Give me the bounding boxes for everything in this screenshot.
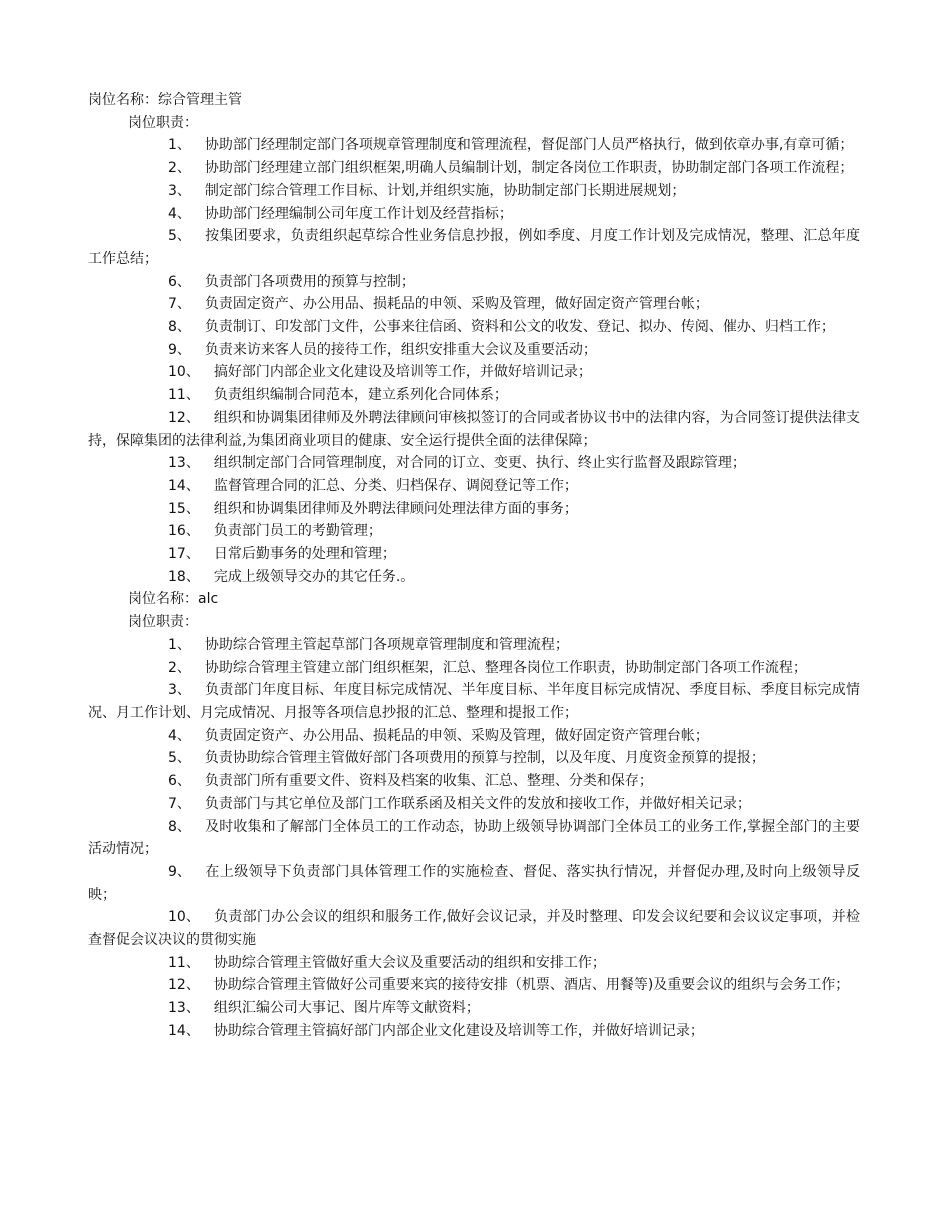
job-title-2: 岗位名称：alc [128,591,219,608]
duty-item [88,384,860,407]
duty-item [88,725,860,748]
duty-number: 10、 [168,364,200,381]
duties-label-2: 岗位职责： [128,614,198,631]
duty-item [88,974,860,997]
duty-text: 搞好部门内部企业文化建设及培训等工作，并做好培训记录； [213,364,592,381]
duty-text: 协助综合管理主管起草部门各项规章管理制度和管理流程； [204,636,569,653]
duty-number: 17、 [168,546,200,563]
duty-item [88,816,860,861]
duty-text: 负责部门办公会议的组织和服务工作,做好会议记录，并及时整理、印发会议纪要和会议议定事项，并检查督促会议决议的贯彻实施 [88,909,860,949]
duties-label-1: 岗位职责： [128,114,198,131]
duty-number: 3、 [168,682,191,699]
duty-item [88,452,860,475]
duty-number: 3、 [168,182,191,199]
duty-item [88,339,860,362]
duty-number: 7、 [168,795,191,812]
duty-item [88,225,860,270]
duty-text: 负责部门与其它单位及部门工作联系函及相关文件的发放和接收工作，并做好相关记录； [204,795,751,812]
duty-item [88,543,860,566]
duty-number: 6、 [168,773,191,790]
duty-number: 7、 [168,296,191,313]
duty-number: 4、 [168,205,191,222]
duty-item [88,361,860,384]
duty-item [88,906,860,951]
duty-item [88,157,860,180]
duty-text: 组织和协调集团律师及外聘法律顾问审核拟签订的合同或者协议书中的法律内容，为合同签订提供法律支持，保障集团的法律利益,为集团商业项目的健康、安全运行提供全面的法律保障； [88,409,860,449]
duty-item [88,634,860,657]
duty-number: 9、 [168,341,191,358]
duty-number: 8、 [168,818,191,835]
duty-number: 13、 [168,455,200,472]
duty-item [88,1020,860,1043]
duty-text: 及时收集和了解部门全体员工的工作动态，协助上级领导协调部门全体员工的业务工作,掌握全部门的主要活动情况； [88,818,860,858]
job-title-1: 岗位名称：综合管理主管 [88,92,242,108]
duty-number: 14、 [168,1022,200,1039]
duty-text: 组织制定部门合同管理制度，对合同的订立、变更、执行、终止实行监督及跟踪管理； [213,455,746,472]
duty-item [88,498,860,521]
duty-item [88,679,860,724]
duty-number: 15、 [168,500,200,517]
duties-list-2 [88,634,860,1043]
duty-text: 负责部门员工的考勤管理； [213,523,382,540]
duty-number: 14、 [168,477,200,494]
duty-number: 6、 [168,273,191,290]
duty-text: 负责部门年度目标、年度目标完成情况、半年度目标、半年度目标完成情况、季度目标、季度目标完成情况、月工作计划、月完成情况、月报等各项信息抄报的汇总、整理和提报工作； [88,682,860,721]
duty-item [88,997,860,1020]
duty-number: 2、 [168,659,191,676]
duty-item [88,180,860,203]
duty-text: 负责组织编制合同范本，建立系列化合同体系； [213,387,508,404]
duty-item [88,520,860,543]
duty-item [88,293,860,316]
duty-text: 日常后勤事务的处理和管理； [213,546,396,563]
duty-text: 负责来访来客人员的接待工作，组织安排重大会议及重要活动； [204,341,597,358]
duty-number: 4、 [168,727,191,744]
duty-number: 9、 [168,863,191,880]
duty-text: 负责固定资产、办公用品、损耗品的申领、采购及管理，做好固定资产管理台帐； [204,296,709,313]
duty-item [88,861,860,906]
duty-text: 协助综合管理主管搞好部门内部企业文化建设及培训等工作，并做好培训记录； [213,1022,704,1039]
duty-item [88,770,860,793]
duty-number: 8、 [168,319,191,336]
document-page [88,89,860,1043]
duty-text: 协助部门经理制定部门各项规章管理制度和管理流程，督促部门人员严格执行，做到依章办事,有章可循； [204,137,854,154]
duty-item [88,747,860,770]
duty-number: 5、 [168,228,191,245]
duty-text: 按集团要求，负责组织起草综合性业务信息抄报，例如季度、月度工作计划及完成情况，整理、汇总年度工作总结； [88,228,860,267]
duty-text: 负责部门各项费用的预算与控制； [204,273,415,290]
duty-text: 协助部门经理编制公司年度工作计划及经营指标； [204,205,513,222]
duty-number: 12、 [168,409,200,426]
duty-text: 组织汇编公司大事记、图片库等文献资料； [213,1000,480,1017]
duty-number: 5、 [168,750,191,767]
duty-item [88,316,860,339]
duty-number: 12、 [168,977,200,994]
duty-item [88,793,860,816]
duty-number: 1、 [168,636,191,653]
duty-text: 协助综合管理主管做好公司重要来宾的接待安排（机票、酒店、用餐等)及重要会议的组织与会务工作； [213,977,850,994]
duty-number: 11、 [168,954,200,971]
duty-text: 负责固定资产、办公用品、损耗品的申领、采购及管理，做好固定资产管理台帐； [204,727,709,744]
duty-text: 在上级领导下负责部门具体管理工作的实施检查、督促、落实执行情况，并督促办理,及时向上级领导反映； [88,863,860,903]
duty-item [88,952,860,975]
duty-text: 协助部门经理建立部门组织框架,明确人员编制计划，制定各岗位工作职责，协助制定部门各项工作流程； [204,160,854,177]
duty-text: 协助综合管理主管做好重大会议及重要活动的组织和安排工作； [213,954,606,971]
duties-list-1 [88,134,860,588]
duty-text: 完成上级领导交办的其它任务.。 [213,568,415,585]
duty-text: 制定部门综合管理工作目标、计划,并组织实施，协助制定部门长期进展规划； [204,182,686,199]
duty-text: 负责部门所有重要文件、资料及档案的收集、汇总、整理、分类和保存； [204,773,653,790]
duty-number: 1、 [168,137,191,154]
duty-text: 负责制订、印发部门文件，公事来往信函、资料和公文的收发、登记、拟办、传阅、催办、归档工作； [204,319,835,336]
duty-item [88,134,860,157]
duty-text: 组织和协调集团律师及外聘法律顾问处理法律方面的事务； [213,500,578,517]
duty-number: 16、 [168,523,200,540]
duty-number: 2、 [168,160,191,177]
duty-item [88,407,860,452]
duty-number: 11、 [168,387,200,404]
duty-text: 协助综合管理主管建立部门组织框架，汇总、整理各岗位工作职责，协助制定部门各项工作流程； [204,659,807,676]
duty-item [88,203,860,226]
duty-text: 监督管理合同的汇总、分类、归档保存、调阅登记等工作； [213,477,578,494]
duty-number: 10、 [168,909,200,926]
duty-number: 18、 [168,568,200,585]
duty-item [88,657,860,680]
duty-item [88,271,860,294]
duty-item [88,475,860,498]
duty-text: 负责协助综合管理主管做好部门各项费用的预算与控制，以及年度、月度资金预算的提报； [204,750,765,767]
duty-number: 13、 [168,1000,200,1017]
duty-item [88,566,860,589]
